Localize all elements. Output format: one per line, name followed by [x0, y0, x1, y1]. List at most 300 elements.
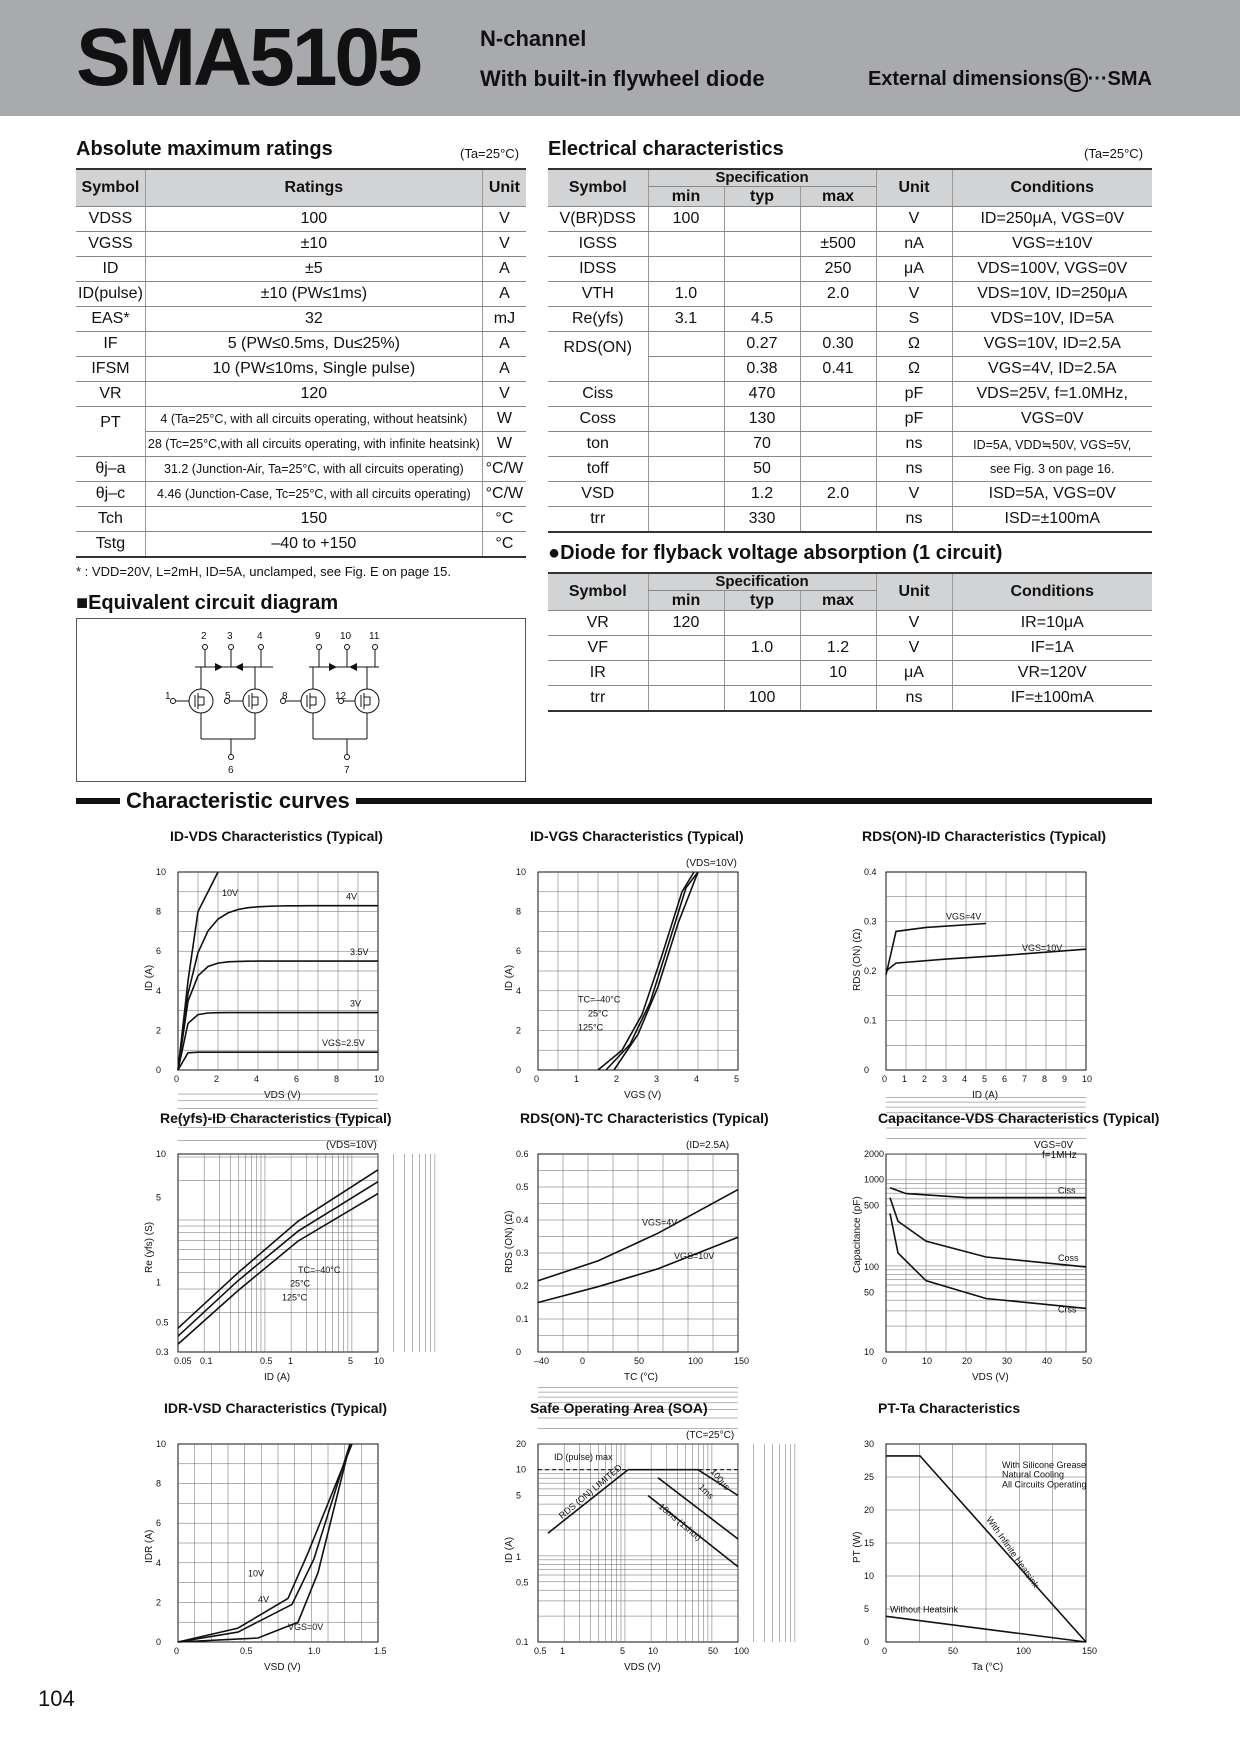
elec-cell: see Fig. 3 on page 16. [952, 457, 1152, 482]
elec-cell: 1.0 [648, 282, 724, 307]
c5-ytick: 0.3 [516, 1248, 529, 1258]
elec-cell [800, 507, 876, 533]
c1-label-2: 3.5V [350, 947, 369, 958]
elec-cell: V [876, 482, 952, 507]
elec-cell [648, 407, 724, 432]
c4-label-2: 125°C [282, 1292, 308, 1303]
abs-cell: °C/W [482, 457, 526, 482]
elec-cell: toff [548, 457, 648, 482]
c1-title: ID-VDS Characteristics (Typical) [170, 828, 383, 844]
abs-cell: IF [76, 332, 145, 357]
elec-cell: 130 [724, 407, 800, 432]
c2-label-2: 125°C [578, 1022, 604, 1033]
c4-title: Re(yfs)-ID Characteristics (Typical) [160, 1110, 392, 1126]
elec-cell [648, 357, 724, 382]
abs-cell: 10 (PW≤10ms, Single pulse) [145, 357, 482, 382]
c6-plot [852, 1098, 1092, 1383]
c8-ytick: 10 [516, 1464, 527, 1475]
elec-cell: VTH [548, 282, 648, 307]
c2-plot [504, 858, 739, 1101]
c1-xlabel: VDS (V) [264, 1090, 301, 1101]
elec-cell: 0.38 [724, 357, 800, 382]
abs-max-title: Absolute maximum ratings [76, 138, 333, 160]
abs-cell: A [482, 357, 526, 382]
abs-row [76, 432, 526, 457]
c4-condition: (VDS=10V) [326, 1140, 377, 1151]
elec-cell: 470 [724, 382, 800, 407]
c8-svg [500, 1400, 760, 1673]
c3-xtick: 0 [882, 1074, 888, 1084]
c5-label-0: VGS=4V [642, 1217, 678, 1228]
c4-ytick: 5 [156, 1192, 162, 1203]
c2-ytick: 0 [516, 1065, 522, 1075]
c2-label-0: TC=–40°C [578, 994, 621, 1005]
c5-xtick: 150 [734, 1356, 750, 1366]
diode-col-symbol: Symbol [548, 573, 648, 611]
c6-ytick: 100 [864, 1261, 880, 1272]
c3-ylabel: RDS (ON) (Ω) [852, 928, 863, 991]
c8-xtick: 1 [560, 1646, 566, 1656]
external-dimensions [868, 68, 1152, 92]
elec-col-max: max [800, 187, 876, 207]
c9-plot [852, 1439, 1097, 1673]
c5-ytick: 0.2 [516, 1281, 529, 1291]
abs-row [76, 532, 526, 558]
c2-xtick: 3 [654, 1074, 660, 1084]
abs-row [76, 257, 526, 282]
pin-5: 5 [225, 691, 231, 702]
c5-plot [504, 1140, 749, 1383]
elec-cell: VDS=10V, ID=5A [952, 307, 1152, 332]
c4-ylabel: Re (yfs) (S) [144, 1221, 155, 1273]
ext-dim-label: External dimensions [867, 68, 1064, 90]
pin-7: 7 [344, 765, 350, 776]
c4-label-0: TC=–40°C [298, 1264, 341, 1275]
c9-xtick: 150 [1082, 1646, 1098, 1656]
abs-cell: VDSS [76, 207, 145, 232]
c6-xlabel: VDS (V) [972, 1372, 1009, 1383]
diode-cell: 120 [648, 611, 724, 636]
c9-ylabel: PT (W) [852, 1531, 863, 1563]
c7-label-1: 4V [258, 1594, 270, 1605]
diode-row [548, 636, 1152, 661]
diode-cell [648, 636, 724, 661]
elec-cell [800, 407, 876, 432]
c6-xtick: 30 [1002, 1356, 1013, 1366]
c1-ytick: 10 [156, 867, 167, 877]
c9-label-1: Natural Cooling [1002, 1469, 1065, 1480]
abs-cell: EAS* [76, 307, 145, 332]
c3-title: RDS(ON)-ID Characteristics (Typical) [862, 828, 1107, 844]
c6-ytick: 50 [864, 1287, 875, 1298]
abs-cell: ±5 [145, 257, 482, 282]
c9-ytick: 25 [864, 1472, 875, 1482]
c4-svg [140, 1110, 400, 1383]
c2-ytick: 6 [516, 946, 522, 957]
diode-row [548, 611, 1152, 636]
c2-xtick: 0 [534, 1074, 540, 1084]
abs-cell: °C [482, 532, 526, 558]
diode-cell: μA [876, 661, 952, 686]
abs-col-ratings: Ratings [145, 169, 482, 207]
c2-xlabel: VGS (V) [624, 1090, 662, 1101]
c6-xtick: 20 [962, 1356, 973, 1366]
pin-12: 12 [335, 691, 347, 702]
elec-cell [724, 207, 800, 232]
c8-ytick: 20 [516, 1439, 527, 1449]
c5-label-1: VGS=10V [674, 1250, 715, 1261]
c2-xtick: 2 [614, 1074, 620, 1084]
c1-label-1: 4V [346, 891, 358, 902]
elec-cell: VGS=0V [952, 407, 1152, 432]
elec-cell: V [876, 207, 952, 232]
abs-row [76, 507, 526, 532]
elec-cell: ns [876, 457, 952, 482]
abs-cell: W [482, 432, 526, 457]
c5-xtick: 50 [634, 1356, 645, 1366]
c3-xtick: 3 [942, 1074, 948, 1084]
elec-row [548, 382, 1152, 407]
chart-capacitance [848, 1110, 1160, 1383]
abs-cell [76, 432, 145, 457]
elec-cell: VSD [548, 482, 648, 507]
elec-title: Electrical characteristics [548, 138, 784, 160]
page-number: 104 [38, 1686, 75, 1711]
c9-label-2: All Circuits Operating [1002, 1479, 1087, 1490]
c7-ytick: 2 [156, 1597, 162, 1608]
c4-plot [144, 1094, 435, 1383]
chart-idr-vsd [140, 1400, 400, 1673]
abs-cell: ±10 (PW≤1ms) [145, 282, 482, 307]
c1-ytick: 6 [156, 946, 162, 957]
c6-curve-2 [890, 1213, 1086, 1308]
c9-ytick: 10 [864, 1571, 875, 1581]
diode-cell: VR [548, 611, 648, 636]
c1-xtick: 4 [254, 1074, 260, 1084]
c5-title: RDS(ON)-TC Characteristics (Typical) [520, 1110, 769, 1126]
c7-svg [140, 1400, 400, 1673]
c3-plot [852, 867, 1092, 1101]
c1-xtick: 2 [214, 1074, 220, 1084]
abs-cell: IFSM [76, 357, 145, 382]
c5-xtick: 100 [688, 1356, 704, 1366]
c2-label-1: 25°C [588, 1008, 609, 1019]
header-band [0, 0, 1240, 116]
c2-xtick: 1 [574, 1074, 580, 1084]
c3-curve-0 [886, 924, 986, 976]
c8-condition: (TC=25°C) [686, 1430, 735, 1441]
c6-label-0: Ciss [1058, 1185, 1076, 1196]
elec-cell [648, 257, 724, 282]
diode-cell: VR=120V [952, 661, 1152, 686]
c6-xtick: 40 [1042, 1356, 1053, 1366]
elec-row [548, 307, 1152, 332]
abs-cell: ID [76, 257, 145, 282]
elec-cell [724, 232, 800, 257]
elec-cell: ±500 [800, 232, 876, 257]
c6-xtick: 50 [1082, 1356, 1093, 1366]
diode-cell: V [876, 611, 952, 636]
elec-cell: ton [548, 432, 648, 457]
c5-ytick: 0.4 [516, 1215, 529, 1225]
c3-xtick: 1 [902, 1074, 908, 1084]
elec-cell: 100 [648, 207, 724, 232]
c9-ytick: 20 [864, 1505, 875, 1515]
pin-6: 6 [228, 765, 234, 776]
subtitle-channel: N-channel [480, 26, 587, 51]
elec-cell: ns [876, 507, 952, 533]
elec-col-symbol: Symbol [548, 169, 648, 207]
c4-xtick: 0.05 [174, 1356, 192, 1366]
c2-condition: (VDS=10V) [686, 858, 737, 869]
c7-xtick: 0.5 [240, 1646, 253, 1656]
c1-svg [140, 828, 400, 1101]
elec-cell [800, 207, 876, 232]
c2-xtick: 5 [734, 1074, 740, 1084]
elec-cell [724, 282, 800, 307]
c8-xtick: 0.5 [534, 1646, 547, 1656]
abs-cell: –40 to +150 [145, 532, 482, 558]
c5-svg [500, 1110, 760, 1383]
c7-xtick: 1.0 [308, 1646, 321, 1656]
ext-dim-code: B [1064, 68, 1088, 92]
c5-ytick: 0.5 [516, 1182, 529, 1192]
elec-cell [648, 482, 724, 507]
c8-ytick: 1 [516, 1551, 522, 1562]
c9-svg [848, 1400, 1108, 1673]
c6-label-2: Crss [1058, 1304, 1077, 1315]
c8-curve-1 [548, 1470, 628, 1533]
c3-xtick: 5 [982, 1074, 988, 1084]
diode-cell [724, 611, 800, 636]
c3-xtick: 8 [1042, 1074, 1048, 1084]
chart-id-vgs [500, 828, 760, 1101]
c1-ylabel: ID (A) [144, 964, 155, 991]
elec-row [548, 282, 1152, 307]
chart-id-vds [140, 828, 400, 1101]
elec-cell: VGS=±10V [952, 232, 1152, 257]
elec-row [548, 457, 1152, 482]
elec-table [548, 168, 1152, 533]
elec-cell: VDS=25V, f=1.0MHz, [952, 382, 1152, 407]
elec-cell: ISD=±100mA [952, 507, 1152, 533]
pin-9: 9 [315, 631, 321, 642]
c3-svg [848, 828, 1108, 1101]
abs-max-table [76, 168, 526, 558]
c1-label-4: VGS=2.5V [322, 1038, 365, 1049]
abs-cell: °C/W [482, 482, 526, 507]
c7-ytick: 10 [156, 1439, 167, 1449]
abs-cell: VGSS [76, 232, 145, 257]
elec-cell: 250 [800, 257, 876, 282]
abs-max-note: * : VDD=20V, L=2mH, ID=5A, unclamped, see Fig. E on page 15. [76, 564, 451, 579]
elec-col-min: min [648, 187, 724, 207]
c5-xtick: –40 [534, 1356, 550, 1366]
diode-cell [800, 686, 876, 712]
subtitle-diode: With built-in flywheel diode [480, 66, 765, 91]
c1-ytick: 2 [156, 1025, 162, 1036]
abs-row [76, 207, 526, 232]
ext-dim-suffix: ···SMA [1087, 68, 1152, 90]
c9-label-4: Without Heatsink [890, 1604, 959, 1615]
elec-cell: V(BR)DSS [548, 207, 648, 232]
c3-ytick: 0.4 [864, 867, 877, 877]
c2-title: ID-VGS Characteristics (Typical) [530, 828, 744, 844]
c7-label-0: 10V [248, 1568, 265, 1579]
abs-cell: °C [482, 507, 526, 532]
diode-cell: IR=10μA [952, 611, 1152, 636]
abs-cell: 120 [145, 382, 482, 407]
elec-cell: Ω [876, 332, 952, 357]
abs-cell: 32 [145, 307, 482, 332]
elec-row [548, 332, 1152, 357]
diode-cell [724, 661, 800, 686]
c6-xtick: 10 [922, 1356, 933, 1366]
elec-cell: 0.27 [724, 332, 800, 357]
c9-ytick: 5 [864, 1604, 870, 1614]
abs-row [76, 307, 526, 332]
c6-label-1: Coss [1058, 1252, 1079, 1263]
c2-ytick: 8 [516, 906, 522, 917]
c9-xtick: 100 [1016, 1646, 1032, 1656]
c1-label-0: 10V [222, 887, 239, 898]
c9-label-0: With Silicone Grease [1002, 1459, 1087, 1470]
pin-11: 11 [369, 631, 380, 642]
elec-col-spec: Specification [648, 169, 876, 187]
elec-row [548, 407, 1152, 432]
elec-cell: 0.30 [800, 332, 876, 357]
c3-xtick: 2 [922, 1074, 928, 1084]
abs-col-symbol: Symbol [76, 169, 145, 207]
elec-cell [648, 457, 724, 482]
elec-cell [800, 432, 876, 457]
elec-col-unit: Unit [876, 169, 952, 207]
elec-cell: pF [876, 407, 952, 432]
chart-soa [500, 1400, 760, 1673]
diode-col-unit: Unit [876, 573, 952, 611]
abs-cell: PT [100, 413, 121, 431]
elec-cell: 330 [724, 507, 800, 533]
c9-ytick: 0 [864, 1637, 870, 1647]
chart-pt-ta [848, 1400, 1108, 1673]
c2-ytick: 10 [516, 867, 527, 877]
elec-col-typ: typ [724, 187, 800, 207]
elec-cell: IGSS [548, 232, 648, 257]
c7-title: IDR-VSD Characteristics (Typical) [164, 1400, 388, 1416]
abs-row [76, 357, 526, 382]
diode-col-min: min [648, 591, 724, 611]
abs-cell: A [482, 257, 526, 282]
elec-cell [648, 382, 724, 407]
c6-xtick: 0 [882, 1356, 888, 1366]
c6-ytick: 500 [864, 1200, 880, 1211]
elec-cell: VDS=10V, ID=250μA [952, 282, 1152, 307]
equiv-title: ■Equivalent circuit diagram [76, 592, 339, 614]
c7-ylabel: IDR (A) [144, 1529, 155, 1563]
c7-plot [144, 1439, 387, 1673]
diode-cell: VF [548, 636, 648, 661]
c2-ylabel: ID (A) [504, 964, 515, 991]
diode-col-max: max [800, 591, 876, 611]
abs-row [76, 282, 526, 307]
diode-col-typ: typ [724, 591, 800, 611]
c1-ytick: 8 [156, 906, 162, 917]
elec-cell: 1.2 [724, 482, 800, 507]
c7-ytick: 4 [156, 1557, 162, 1568]
elec-row [548, 257, 1152, 282]
abs-cell: 150 [145, 507, 482, 532]
elec-cell: RDS(ON) [563, 338, 632, 356]
elec-cell: Coss [548, 407, 648, 432]
elec-cell [648, 232, 724, 257]
elec-cell [648, 507, 724, 533]
elec-cell [800, 307, 876, 332]
diode-cell: 100 [724, 686, 800, 712]
elec-cell: ID=250μA, VGS=0V [952, 207, 1152, 232]
c3-xtick: 9 [1062, 1074, 1068, 1084]
c1-ytick: 0 [156, 1065, 162, 1075]
c9-xtick: 50 [948, 1646, 959, 1656]
elec-cell: 70 [724, 432, 800, 457]
diode-row [548, 661, 1152, 686]
elec-row [548, 482, 1152, 507]
abs-cell: 100 [145, 207, 482, 232]
c1-xtick: 0 [174, 1074, 180, 1084]
elec-cell: μA [876, 257, 952, 282]
elec-cell: nA [876, 232, 952, 257]
abs-cell: ±10 [145, 232, 482, 257]
c6-curve-0 [890, 1185, 1086, 1198]
c6-condition: VGS=0V [1034, 1140, 1074, 1151]
c9-ytick: 15 [864, 1538, 875, 1548]
c3-xtick: 6 [1002, 1074, 1008, 1084]
abs-cell: A [482, 332, 526, 357]
diode-col-spec: Specification [648, 573, 876, 591]
c9-ytick: 30 [864, 1439, 875, 1449]
c5-ytick: 0.1 [516, 1314, 529, 1324]
abs-row [76, 232, 526, 257]
pin-4: 4 [257, 631, 263, 642]
c1-ytick: 4 [156, 985, 162, 996]
c6-curve-1 [890, 1198, 1086, 1267]
c5-ytick: 0.6 [516, 1149, 529, 1159]
c8-xlabel: VDS (V) [624, 1662, 661, 1673]
abs-cell: θj–a [76, 457, 145, 482]
elec-cell [724, 257, 800, 282]
diode-table [548, 572, 1152, 712]
c4-xtick: 10 [374, 1356, 385, 1366]
c5-condition: (ID=2.5A) [686, 1140, 730, 1151]
c4-ytick: 0.5 [156, 1317, 169, 1328]
elec-col-conditions: Conditions [952, 169, 1152, 207]
elec-cell: S [876, 307, 952, 332]
elec-cell: VGS=10V, ID=2.5A [952, 332, 1152, 357]
c7-ytick: 0 [156, 1637, 162, 1647]
c8-label-3: 1ms [696, 1481, 716, 1502]
elec-cell: 2.0 [800, 482, 876, 507]
c7-ytick: 8 [156, 1478, 162, 1489]
c4-label-1: 25°C [290, 1278, 311, 1289]
c2-ytick: 4 [516, 985, 522, 996]
c2-xtick: 4 [694, 1074, 700, 1084]
abs-cell: W [482, 407, 526, 432]
chart-rds-id [848, 828, 1108, 1101]
diode-title: ●Diode for flyback voltage absorption (1 circuit) [548, 542, 1003, 564]
c8-xtick: 10 [648, 1646, 659, 1656]
equivalent-circuit-diagram [77, 619, 525, 781]
elec-cell: VDS=100V, VGS=0V [952, 257, 1152, 282]
c4-ytick: 1 [156, 1277, 162, 1288]
